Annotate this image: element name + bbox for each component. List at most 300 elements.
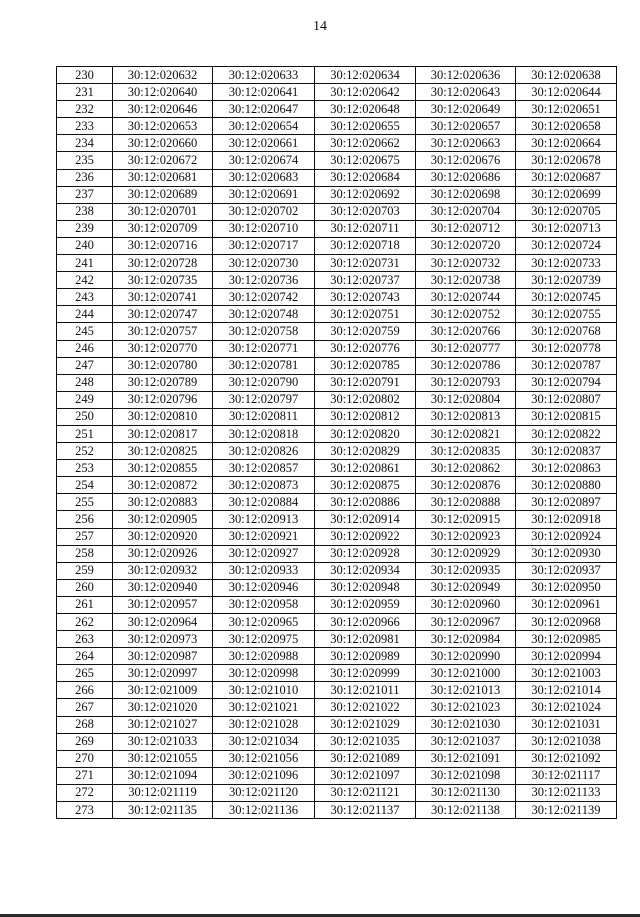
cadastral-number-cell: 30:12:020935 (416, 562, 516, 579)
cadastral-number-cell: 30:12:021130 (416, 784, 516, 801)
cadastral-number-cell: 30:12:020736 (213, 272, 315, 289)
cadastral-number-cell: 30:12:020933 (213, 562, 315, 579)
cadastral-number-cell: 30:12:020672 (113, 152, 213, 169)
cadastral-number-cell: 30:12:020711 (315, 220, 416, 237)
cadastral-number-cell: 30:12:020855 (113, 460, 213, 477)
cadastral-number-cell: 30:12:020802 (315, 391, 416, 408)
table-row (57, 528, 617, 545)
cadastral-number-cell: 30:12:021133 (516, 784, 617, 801)
cadastral-number-cell: 30:12:021031 (516, 716, 617, 733)
cadastral-number-cell: 30:12:020735 (113, 272, 213, 289)
cadastral-number-cell: 30:12:020946 (213, 579, 315, 596)
row-number-cell: 245 (57, 323, 113, 340)
row-number-cell: 238 (57, 203, 113, 220)
table-row (57, 323, 617, 340)
cadastral-number-cell: 30:12:020813 (416, 408, 516, 425)
cadastral-number-cell: 30:12:020829 (315, 443, 416, 460)
cadastral-number-cell: 30:12:020717 (213, 237, 315, 254)
table-row (57, 802, 617, 819)
cadastral-number-cell: 30:12:020926 (113, 545, 213, 562)
table-row (57, 186, 617, 203)
cadastral-number-cell: 30:12:020643 (416, 84, 516, 101)
cadastral-number-cell: 30:12:021056 (213, 750, 315, 767)
cadastral-number-cell: 30:12:020732 (416, 255, 516, 272)
cadastral-number-cell: 30:12:020698 (416, 186, 516, 203)
cadastral-number-cell: 30:12:020826 (213, 443, 315, 460)
cadastral-number-cell: 30:12:020929 (416, 545, 516, 562)
cadastral-number-cell: 30:12:020948 (315, 579, 416, 596)
cadastral-number-cell: 30:12:020733 (516, 255, 617, 272)
table-row (57, 135, 617, 152)
cadastral-number-cell: 30:12:020686 (416, 169, 516, 186)
cadastral-number-cell: 30:12:020958 (213, 596, 315, 613)
cadastral-number-cell: 30:12:020873 (213, 477, 315, 494)
cadastral-number-cell: 30:12:020997 (113, 665, 213, 682)
cadastral-number-cell: 30:12:020662 (315, 135, 416, 152)
table-row (57, 255, 617, 272)
row-number-cell: 232 (57, 101, 113, 118)
cadastral-number-cell: 30:12:020794 (516, 374, 617, 391)
cadastral-number-cell: 30:12:020930 (516, 545, 617, 562)
table-row (57, 152, 617, 169)
cadastral-number-cell: 30:12:020776 (315, 340, 416, 357)
row-number-cell: 243 (57, 289, 113, 306)
cadastral-number-cell: 30:12:020712 (416, 220, 516, 237)
cadastral-number-cell: 30:12:020752 (416, 306, 516, 323)
cadastral-number-cell: 30:12:020768 (516, 323, 617, 340)
cadastral-number-cell: 30:12:021089 (315, 750, 416, 767)
cadastral-number-cell: 30:12:020738 (416, 272, 516, 289)
cadastral-number-cell: 30:12:020897 (516, 494, 617, 511)
row-number-cell: 271 (57, 767, 113, 784)
row-number-cell: 248 (57, 374, 113, 391)
cadastral-number-cell: 30:12:020649 (416, 101, 516, 118)
row-number-cell: 256 (57, 511, 113, 528)
row-number-cell: 244 (57, 306, 113, 323)
cadastral-number-cell: 30:12:020915 (416, 511, 516, 528)
cadastral-number-cell: 30:12:020965 (213, 614, 315, 631)
cadastral-number-cell: 30:12:020949 (416, 579, 516, 596)
cadastral-number-cell: 30:12:020990 (416, 648, 516, 665)
row-number-cell: 240 (57, 237, 113, 254)
cadastral-number-cell: 30:12:020967 (416, 614, 516, 631)
cadastral-number-cell: 30:12:020737 (315, 272, 416, 289)
cadastral-number-cell: 30:12:020861 (315, 460, 416, 477)
cadastral-number-cell: 30:12:020964 (113, 614, 213, 631)
cadastral-number-cell: 30:12:021023 (416, 699, 516, 716)
cadastral-number-cell: 30:12:020633 (213, 67, 315, 84)
cadastral-number-cell: 30:12:020985 (516, 631, 617, 648)
cadastral-number-cell: 30:12:021096 (213, 767, 315, 784)
cadastral-number-cell: 30:12:020811 (213, 408, 315, 425)
cadastral-number-cell: 30:12:020702 (213, 203, 315, 220)
cadastral-number-cell: 30:12:020657 (416, 118, 516, 135)
cadastral-number-cell: 30:12:020928 (315, 545, 416, 562)
cadastral-number-cell: 30:12:020757 (113, 323, 213, 340)
table-row (57, 784, 617, 801)
cadastral-number-cell: 30:12:020632 (113, 67, 213, 84)
cadastral-number-cell: 30:12:021136 (213, 802, 315, 819)
table-row (57, 84, 617, 101)
table-row (57, 272, 617, 289)
cadastral-number-cell: 30:12:020818 (213, 425, 315, 442)
table-row (57, 494, 617, 511)
cadastral-number-cell: 30:12:020687 (516, 169, 617, 186)
row-number-cell: 268 (57, 716, 113, 733)
cadastral-number-cell: 30:12:020731 (315, 255, 416, 272)
cadastral-number-cell: 30:12:021020 (113, 699, 213, 716)
table-row (57, 699, 617, 716)
cadastral-number-cell: 30:12:020704 (416, 203, 516, 220)
cadastral-number-cell: 30:12:021092 (516, 750, 617, 767)
row-number-cell: 234 (57, 135, 113, 152)
row-number-cell: 253 (57, 460, 113, 477)
table-row (57, 562, 617, 579)
cadastral-number-cell: 30:12:020820 (315, 425, 416, 442)
cadastral-number-cell: 30:12:020975 (213, 631, 315, 648)
table-row (57, 357, 617, 374)
cadastral-number-cell: 30:12:020710 (213, 220, 315, 237)
cadastral-number-cell: 30:12:020718 (315, 237, 416, 254)
cadastral-number-cell: 30:12:020780 (113, 357, 213, 374)
row-number-cell: 237 (57, 186, 113, 203)
table-row (57, 67, 617, 84)
cadastral-number-cell: 30:12:021117 (516, 767, 617, 784)
cadastral-number-cell: 30:12:020880 (516, 477, 617, 494)
row-number-cell: 249 (57, 391, 113, 408)
cadastral-number-cell: 30:12:021034 (213, 733, 315, 750)
cadastral-number-cell: 30:12:021091 (416, 750, 516, 767)
cadastral-number-cell: 30:12:020678 (516, 152, 617, 169)
cadastral-number-cell: 30:12:020913 (213, 511, 315, 528)
cadastral-number-cell: 30:12:020692 (315, 186, 416, 203)
cadastral-number-cell: 30:12:020981 (315, 631, 416, 648)
row-number-cell: 241 (57, 255, 113, 272)
row-number-cell: 260 (57, 579, 113, 596)
table-row (57, 750, 617, 767)
cadastral-number-cell: 30:12:021097 (315, 767, 416, 784)
cadastral-number-cell: 30:12:020675 (315, 152, 416, 169)
cadastral-numbers-table (56, 66, 617, 819)
row-number-cell: 246 (57, 340, 113, 357)
cadastral-number-cell: 30:12:020837 (516, 443, 617, 460)
table-row (57, 596, 617, 613)
cadastral-number-cell: 30:12:020950 (516, 579, 617, 596)
cadastral-number-cell: 30:12:020857 (213, 460, 315, 477)
cadastral-number-cell: 30:12:021119 (113, 784, 213, 801)
cadastral-number-cell: 30:12:020759 (315, 323, 416, 340)
cadastral-number-cell: 30:12:020655 (315, 118, 416, 135)
row-number-cell: 264 (57, 648, 113, 665)
row-number-cell: 236 (57, 169, 113, 186)
cadastral-number-cell: 30:12:021098 (416, 767, 516, 784)
cadastral-number-cell: 30:12:020713 (516, 220, 617, 237)
cadastral-number-cell: 30:12:021094 (113, 767, 213, 784)
cadastral-number-cell: 30:12:020705 (516, 203, 617, 220)
cadastral-number-cell: 30:12:020914 (315, 511, 416, 528)
cadastral-number-cell: 30:12:021000 (416, 665, 516, 682)
cadastral-number-cell: 30:12:020966 (315, 614, 416, 631)
cadastral-number-cell: 30:12:020973 (113, 631, 213, 648)
cadastral-number-cell: 30:12:021120 (213, 784, 315, 801)
row-number-cell: 250 (57, 408, 113, 425)
cadastral-number-cell: 30:12:020661 (213, 135, 315, 152)
table-row (57, 391, 617, 408)
cadastral-number-cell: 30:12:020994 (516, 648, 617, 665)
cadastral-number-cell: 30:12:020786 (416, 357, 516, 374)
cadastral-number-cell: 30:12:020940 (113, 579, 213, 596)
cadastral-number-cell: 30:12:020660 (113, 135, 213, 152)
row-number-cell: 255 (57, 494, 113, 511)
table-row (57, 306, 617, 323)
cadastral-number-cell: 30:12:020884 (213, 494, 315, 511)
table-row (57, 101, 617, 118)
cadastral-number-cell: 30:12:020654 (213, 118, 315, 135)
cadastral-number-cell: 30:12:021028 (213, 716, 315, 733)
cadastral-number-cell: 30:12:020968 (516, 614, 617, 631)
cadastral-number-cell: 30:12:020815 (516, 408, 617, 425)
table-row (57, 374, 617, 391)
cadastral-number-cell: 30:12:020747 (113, 306, 213, 323)
row-number-cell: 257 (57, 528, 113, 545)
cadastral-number-cell: 30:12:021027 (113, 716, 213, 733)
row-number-cell: 263 (57, 631, 113, 648)
cadastral-number-cell: 30:12:021010 (213, 682, 315, 699)
row-number-cell: 262 (57, 614, 113, 631)
cadastral-number-cell: 30:12:020647 (213, 101, 315, 118)
table-row (57, 631, 617, 648)
cadastral-number-cell: 30:12:020789 (113, 374, 213, 391)
cadastral-number-cell: 30:12:020636 (416, 67, 516, 84)
cadastral-number-cell: 30:12:020821 (416, 425, 516, 442)
cadastral-number-cell: 30:12:020807 (516, 391, 617, 408)
cadastral-number-cell: 30:12:020905 (113, 511, 213, 528)
cadastral-number-cell: 30:12:021035 (315, 733, 416, 750)
cadastral-number-cell: 30:12:020825 (113, 443, 213, 460)
cadastral-number-cell: 30:12:020989 (315, 648, 416, 665)
cadastral-number-cell: 30:12:020689 (113, 186, 213, 203)
cadastral-number-cell: 30:12:020817 (113, 425, 213, 442)
table-body (57, 67, 617, 819)
row-number-cell: 239 (57, 220, 113, 237)
cadastral-number-cell: 30:12:020771 (213, 340, 315, 357)
cadastral-number-cell: 30:12:020791 (315, 374, 416, 391)
cadastral-number-cell: 30:12:020934 (315, 562, 416, 579)
page-number: 14 (313, 19, 327, 34)
cadastral-number-cell: 30:12:020724 (516, 237, 617, 254)
row-number-cell: 254 (57, 477, 113, 494)
cadastral-number-cell: 30:12:020810 (113, 408, 213, 425)
cadastral-number-cell: 30:12:020988 (213, 648, 315, 665)
row-number-cell: 273 (57, 802, 113, 819)
cadastral-number-cell: 30:12:020924 (516, 528, 617, 545)
row-number-cell: 251 (57, 425, 113, 442)
row-number-cell: 252 (57, 443, 113, 460)
cadastral-number-cell: 30:12:021038 (516, 733, 617, 750)
cadastral-number-cell: 30:12:021029 (315, 716, 416, 733)
cadastral-number-cell: 30:12:021138 (416, 802, 516, 819)
cadastral-number-cell: 30:12:020984 (416, 631, 516, 648)
table-row (57, 477, 617, 494)
cadastral-number-cell: 30:12:020766 (416, 323, 516, 340)
cadastral-number-cell: 30:12:020961 (516, 596, 617, 613)
cadastral-number-cell: 30:12:020957 (113, 596, 213, 613)
cadastral-number-cell: 30:12:020960 (416, 596, 516, 613)
cadastral-number-cell: 30:12:020835 (416, 443, 516, 460)
cadastral-number-cell: 30:12:020730 (213, 255, 315, 272)
table-row (57, 511, 617, 528)
cadastral-number-cell: 30:12:020921 (213, 528, 315, 545)
cadastral-number-cell: 30:12:020664 (516, 135, 617, 152)
cadastral-number-cell: 30:12:020748 (213, 306, 315, 323)
row-number-cell: 269 (57, 733, 113, 750)
cadastral-number-cell: 30:12:021137 (315, 802, 416, 819)
cadastral-number-cell: 30:12:021055 (113, 750, 213, 767)
cadastral-number-cell: 30:12:020872 (113, 477, 213, 494)
cadastral-number-cell: 30:12:020648 (315, 101, 416, 118)
cadastral-number-cell: 30:12:020739 (516, 272, 617, 289)
row-number-cell: 266 (57, 682, 113, 699)
cadastral-number-cell: 30:12:020999 (315, 665, 416, 682)
cadastral-number-cell: 30:12:020743 (315, 289, 416, 306)
table-row (57, 118, 617, 135)
cadastral-number-cell: 30:12:021003 (516, 665, 617, 682)
cadastral-number-cell: 30:12:020987 (113, 648, 213, 665)
table-row (57, 767, 617, 784)
cadastral-number-cell: 30:12:020932 (113, 562, 213, 579)
row-number-cell: 272 (57, 784, 113, 801)
cadastral-number-cell: 30:12:020927 (213, 545, 315, 562)
table-row (57, 408, 617, 425)
cadastral-number-cell: 30:12:020758 (213, 323, 315, 340)
cadastral-number-cell: 30:12:021014 (516, 682, 617, 699)
cadastral-number-cell: 30:12:021037 (416, 733, 516, 750)
table-row (57, 237, 617, 254)
cadastral-number-cell: 30:12:020781 (213, 357, 315, 374)
cadastral-number-cell: 30:12:020886 (315, 494, 416, 511)
row-number-cell: 233 (57, 118, 113, 135)
cadastral-number-cell: 30:12:020959 (315, 596, 416, 613)
cadastral-number-cell: 30:12:020822 (516, 425, 617, 442)
cadastral-number-cell: 30:12:021135 (113, 802, 213, 819)
cadastral-number-cell: 30:12:020699 (516, 186, 617, 203)
cadastral-number-cell: 30:12:020796 (113, 391, 213, 408)
table-row (57, 220, 617, 237)
cadastral-number-cell: 30:12:020640 (113, 84, 213, 101)
table-row (57, 460, 617, 477)
row-number-cell: 261 (57, 596, 113, 613)
table-row (57, 579, 617, 596)
row-number-cell: 231 (57, 84, 113, 101)
table-row (57, 648, 617, 665)
cadastral-number-cell: 30:12:020744 (416, 289, 516, 306)
table-row (57, 733, 617, 750)
cadastral-number-cell: 30:12:020728 (113, 255, 213, 272)
row-number-cell: 242 (57, 272, 113, 289)
cadastral-number-cell: 30:12:021021 (213, 699, 315, 716)
cadastral-number-cell: 30:12:020653 (113, 118, 213, 135)
cadastral-number-cell: 30:12:021011 (315, 682, 416, 699)
cadastral-number-cell: 30:12:020703 (315, 203, 416, 220)
row-number-cell: 270 (57, 750, 113, 767)
cadastral-number-cell: 30:12:020751 (315, 306, 416, 323)
row-number-cell: 265 (57, 665, 113, 682)
table-row (57, 682, 617, 699)
cadastral-number-cell: 30:12:021024 (516, 699, 617, 716)
cadastral-number-cell: 30:12:020642 (315, 84, 416, 101)
cadastral-number-cell: 30:12:020888 (416, 494, 516, 511)
cadastral-number-cell: 30:12:020701 (113, 203, 213, 220)
row-number-cell: 259 (57, 562, 113, 579)
row-number-cell: 258 (57, 545, 113, 562)
cadastral-number-cell: 30:12:020863 (516, 460, 617, 477)
cadastral-number-cell: 30:12:020778 (516, 340, 617, 357)
cadastral-number-cell: 30:12:020674 (213, 152, 315, 169)
table-row (57, 716, 617, 733)
cadastral-number-cell: 30:12:020658 (516, 118, 617, 135)
cadastral-number-cell: 30:12:020790 (213, 374, 315, 391)
cadastral-number-cell: 30:12:020998 (213, 665, 315, 682)
cadastral-number-cell: 30:12:020684 (315, 169, 416, 186)
cadastral-number-cell: 30:12:020644 (516, 84, 617, 101)
table-row (57, 340, 617, 357)
table-row (57, 169, 617, 186)
cadastral-number-cell: 30:12:020922 (315, 528, 416, 545)
cadastral-number-cell: 30:12:020755 (516, 306, 617, 323)
cadastral-number-cell: 30:12:020663 (416, 135, 516, 152)
cadastral-number-cell: 30:12:020709 (113, 220, 213, 237)
cadastral-number-cell: 30:12:021013 (416, 682, 516, 699)
cadastral-number-cell: 30:12:020681 (113, 169, 213, 186)
cadastral-number-cell: 30:12:021121 (315, 784, 416, 801)
cadastral-number-cell: 30:12:020937 (516, 562, 617, 579)
cadastral-number-cell: 30:12:020876 (416, 477, 516, 494)
cadastral-number-cell: 30:12:020883 (113, 494, 213, 511)
table-row (57, 203, 617, 220)
cadastral-number-cell: 30:12:020683 (213, 169, 315, 186)
cadastral-number-cell: 30:12:021139 (516, 802, 617, 819)
table-row (57, 545, 617, 562)
cadastral-number-cell: 30:12:020804 (416, 391, 516, 408)
table-row (57, 425, 617, 442)
cadastral-number-cell: 30:12:020812 (315, 408, 416, 425)
table-row (57, 614, 617, 631)
cadastral-number-cell: 30:12:021033 (113, 733, 213, 750)
row-number-cell: 267 (57, 699, 113, 716)
cadastral-number-cell: 30:12:020676 (416, 152, 516, 169)
cadastral-number-cell: 30:12:020793 (416, 374, 516, 391)
cadastral-number-cell: 30:12:021030 (416, 716, 516, 733)
row-number-cell: 230 (57, 67, 113, 84)
cadastral-number-cell: 30:12:020862 (416, 460, 516, 477)
cadastral-number-cell: 30:12:020716 (113, 237, 213, 254)
cadastral-number-cell: 30:12:020742 (213, 289, 315, 306)
cadastral-number-cell: 30:12:020770 (113, 340, 213, 357)
cadastral-number-cell: 30:12:020720 (416, 237, 516, 254)
table-row (57, 289, 617, 306)
cadastral-number-cell: 30:12:020797 (213, 391, 315, 408)
table-row (57, 665, 617, 682)
cadastral-number-cell: 30:12:020634 (315, 67, 416, 84)
row-number-cell: 247 (57, 357, 113, 374)
cadastral-number-cell: 30:12:020641 (213, 84, 315, 101)
cadastral-number-cell: 30:12:020918 (516, 511, 617, 528)
cadastral-number-cell: 30:12:020785 (315, 357, 416, 374)
cadastral-number-cell: 30:12:020651 (516, 101, 617, 118)
table-row (57, 443, 617, 460)
cadastral-number-cell: 30:12:021009 (113, 682, 213, 699)
cadastral-number-cell: 30:12:020920 (113, 528, 213, 545)
